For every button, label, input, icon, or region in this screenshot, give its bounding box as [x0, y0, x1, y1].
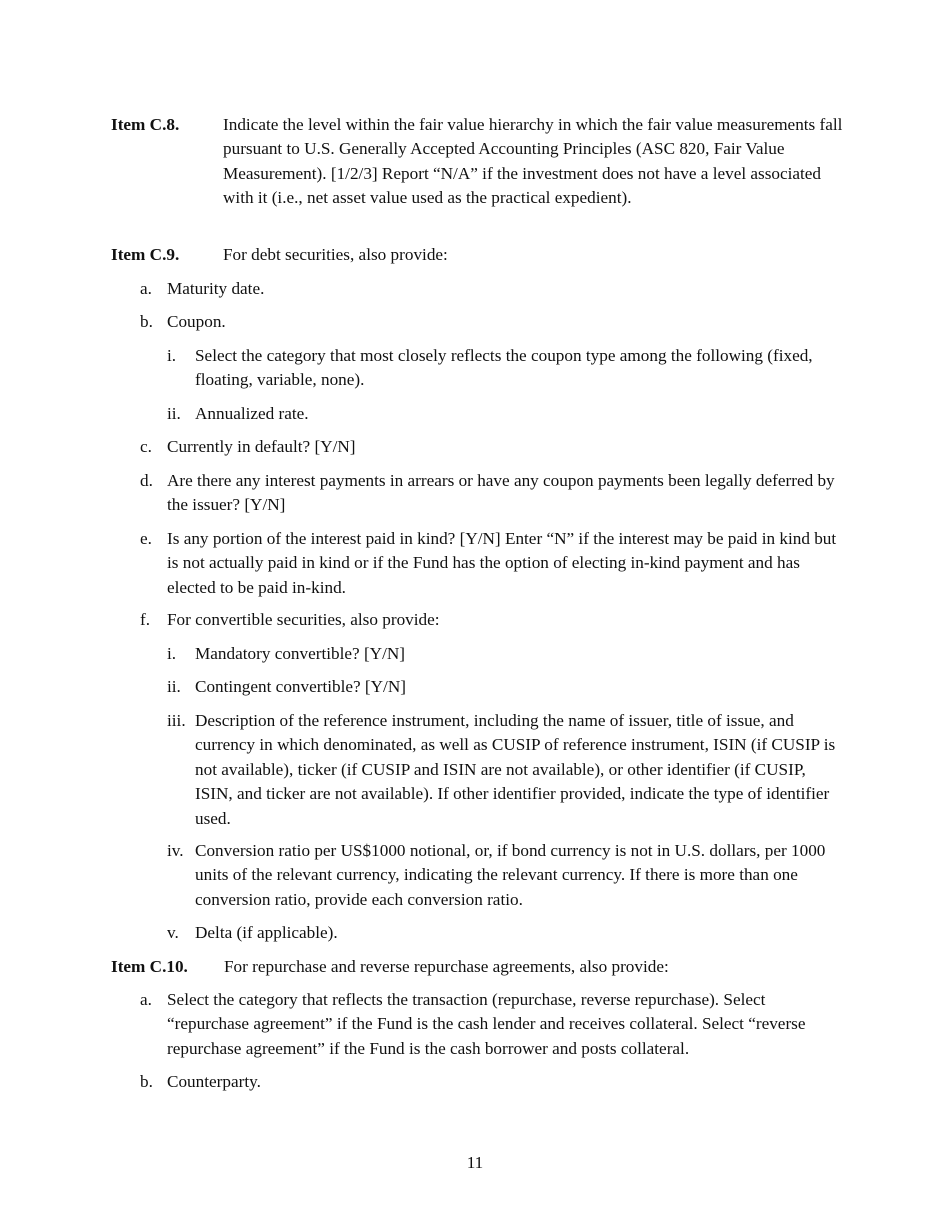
item-c9-text: For debt securities, also provide: [223, 245, 448, 264]
item-c8 [111, 113, 851, 211]
list-item-text: Conversion ratio per US$1000 notional, or, if bond currency is not in U.S. dollars, per 1000 units of the relevant currency, indicating the relevant currency. If there is more than one conversion ratio, provide each conversion ratio. [195, 841, 826, 909]
list-marker: a. [140, 990, 152, 1009]
item-c9-f-v [167, 921, 840, 945]
item-c10-b [140, 1070, 840, 1094]
list-item-text: Is any portion of the interest paid in kind? [Y/N] Enter “N” if the interest may be paid in kind but is not actually paid in kind or if the Fund has the option of electing in-kind payment and has elected to be paid in-kind. [167, 529, 837, 597]
list-marker: d. [140, 471, 153, 490]
list-marker: ii. [167, 677, 181, 696]
list-item-text: Contingent convertible? [Y/N] [195, 677, 406, 696]
item-c9-e [140, 527, 840, 600]
list-item-text: Annualized rate. [195, 404, 309, 423]
item-c9-f-iv [167, 839, 840, 912]
list-item-text: Currently in default? [Y/N] [167, 437, 356, 456]
list-item-text: For convertible securities, also provide: [167, 610, 440, 629]
list-marker: i. [167, 346, 177, 365]
list-item-text: Select the category that most closely reflects the coupon type among the following (fixed, floating, variable, none). [195, 346, 813, 390]
item-c9-f [140, 608, 840, 632]
list-marker: e. [140, 529, 152, 548]
list-marker: b. [140, 312, 153, 331]
list-marker: ii. [167, 404, 181, 423]
item-c10 [111, 955, 851, 979]
item-c9-a [140, 277, 840, 301]
list-marker: i. [167, 644, 177, 663]
list-marker: v. [167, 923, 179, 942]
list-item-text: Select the category that reflects the transaction (repurchase, reverse repurchase). Select “repurchase agreement” if the Fund is the cash lender and receives collateral. Select “reverse repurchase agreement” if the Fund is the cash borrower and posts collateral. [167, 990, 806, 1058]
item-c10-label: Item C.10. [111, 957, 188, 976]
list-item-text: Description of the reference instrument, including the name of issuer, title of issue, and currency in which denominated, as well as CUSIP of reference instrument, ISIN (if CUSIP is not available), ticker (if CUSIP and ISIN are not available), or other identifier (if CUSIP, ISIN, and ticker are not available). If other identifier provided, indicate the type of identifier used. [195, 711, 836, 828]
list-item-text: Maturity date. [167, 279, 265, 298]
list-item-text: Are there any interest payments in arrears or have any coupon payments been legally deferred by the issuer? [Y/N] [167, 471, 835, 515]
item-c10-a [140, 988, 840, 1061]
list-marker: iv. [167, 841, 184, 860]
list-item-text: Delta (if applicable). [195, 923, 338, 942]
item-c10-text: For repurchase and reverse repurchase agreements, also provide: [224, 957, 669, 976]
list-marker: f. [140, 610, 151, 629]
item-c9-d [140, 469, 840, 518]
list-item-text: Counterparty. [167, 1072, 261, 1091]
item-c8-text: Indicate the level within the fair value hierarchy in which the fair value measurements fall pursuant to U.S. Generally Accepted Accounting Principles (ASC 820, Fair Value Measurement). [1/2/3] Report “N/A” if the investment does not have a level associated with it (i.e., net asset value used as the practical expedient). [223, 115, 843, 208]
list-marker: a. [140, 279, 152, 298]
item-c9-f-iii [167, 709, 840, 831]
item-c9-c [140, 435, 840, 459]
list-marker: iii. [167, 711, 186, 730]
list-marker: c. [140, 437, 152, 456]
item-c9-label: Item C.9. [111, 245, 180, 264]
item-c8-label: Item C.8. [111, 115, 180, 134]
item-c9-b [140, 310, 840, 334]
item-c9-b-ii [167, 402, 840, 426]
item-c9 [111, 243, 851, 267]
page-number: 11 [466, 1153, 484, 1172]
item-c9-b-i [167, 344, 840, 393]
list-marker: b. [140, 1072, 153, 1091]
list-item-text: Mandatory convertible? [Y/N] [195, 644, 405, 663]
item-c9-f-ii [167, 675, 840, 699]
list-item-text: Coupon. [167, 312, 226, 331]
item-c9-f-i [167, 642, 840, 666]
